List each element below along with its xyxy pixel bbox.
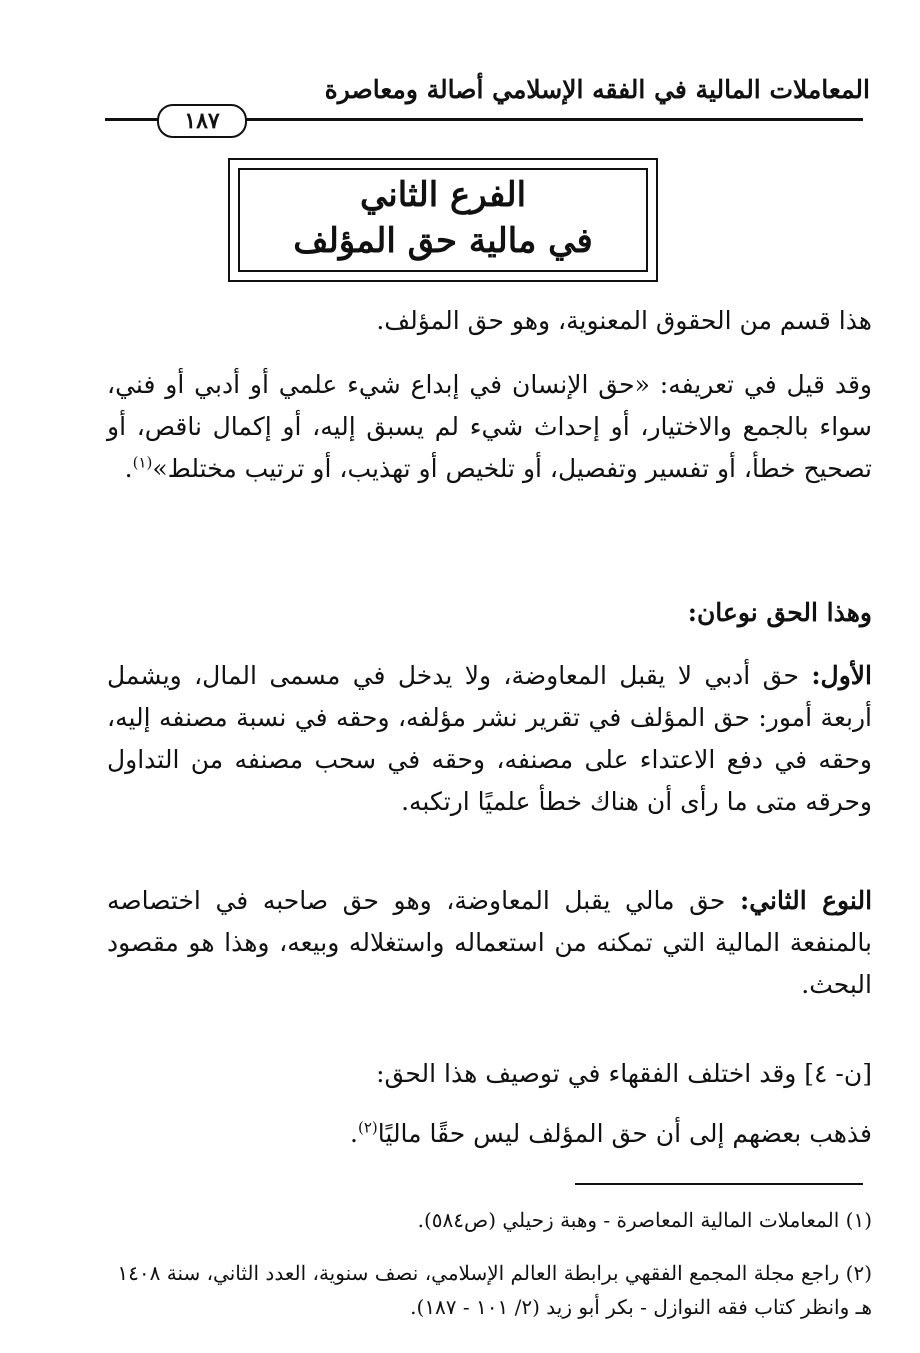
paragraph-7-text: فذهب بعضهم إلى أن حق المؤلف ليس حقًا ماليًا: [377, 1119, 872, 1148]
paragraph-7: [152, 1113, 872, 1155]
paragraph-4: [107, 655, 872, 823]
paragraph-7-end: .: [350, 1119, 358, 1148]
running-header: المعاملات المالية في الفقه الإسلامي أصالة ومعاصرة: [324, 75, 870, 104]
paragraph-2-end: .: [124, 454, 133, 483]
section-title-line-2: في مالية حق المؤلف: [293, 221, 593, 261]
paragraph-1-text: هذا قسم من الحقوق المعنوية، وهو حق المؤلف.: [376, 306, 872, 335]
paragraph-3: [107, 592, 872, 634]
paragraph-6: [152, 1053, 872, 1095]
paragraph-5-text: حق مالي يقبل المعاوضة، وهو حق صاحبه في اختصاصه بالمنفعة المالية التي تمكنه من استعماله واستغلاله وبيعه، وهذا هو مقصود البحث.: [107, 886, 872, 999]
paragraph-1: [107, 300, 872, 342]
paragraph-2-text: وقد قيل في تعريفه: «حق الإنسان في إبداع شيء علمي أو أدبي أو فني، سواء بالجمع والاختيار، أو إحداث شيء لم يسبق إليه، أو إكمال ناقص، أو تصحيح خطأ، أو تفسير وتفصيل، أو تلخيص أو تهذيب، أو ترتيب مختلط»: [107, 370, 872, 483]
paragraph-4-text: حق أدبي لا يقبل المعاوضة، ولا يدخل في مسمى المال، ويشمل أربعة أمور: حق المؤلف في تقرير نشر مؤلفه، وحقه في نسبة مصنفه إليه، وحقه في دفع الاعتداء على مصنفه، وحقه في سحب مصنفه من التداول وحرقه متى ما رأى أن هناك خطأ علميًا ارتكبه.: [107, 661, 872, 816]
paragraph-5-lead: النوع الثاني:: [739, 886, 873, 915]
footnote-ref-1[interactable]: (١): [132, 453, 153, 472]
paragraph-4-lead: الأول:: [811, 661, 872, 690]
footnote-1: (١) المعاملات المالية المعاصرة - وهبة زحيلي (ص٥٨٤).: [417, 1208, 872, 1232]
section-title-line-1: الفرع الثاني: [359, 175, 527, 215]
paragraph-2: [107, 364, 872, 490]
footnote-2: (٢) راجع مجلة المجمع الفقهي برابطة العالم الإسلامي، نصف سنوية، العدد الثاني، سنة ١٤٠٨ هـ وانظر كتاب فقه النوازل - بكر أبو زيد (٢/ ١٠١ - ١٨٧).: [117, 1261, 872, 1319]
footnote-separator: [575, 1183, 863, 1185]
section-title-frame: [228, 158, 658, 282]
paragraph-3-text: وهذا الحق نوعان:: [687, 598, 872, 627]
footnote-ref-2[interactable]: (٢): [358, 1118, 378, 1137]
paragraph-6-text: [ن- ٤] وقد اختلف الفقهاء في توصيف هذا الحق:: [376, 1059, 872, 1088]
page-number: ١٨٧: [157, 104, 247, 138]
paragraph-5: [107, 880, 872, 1006]
